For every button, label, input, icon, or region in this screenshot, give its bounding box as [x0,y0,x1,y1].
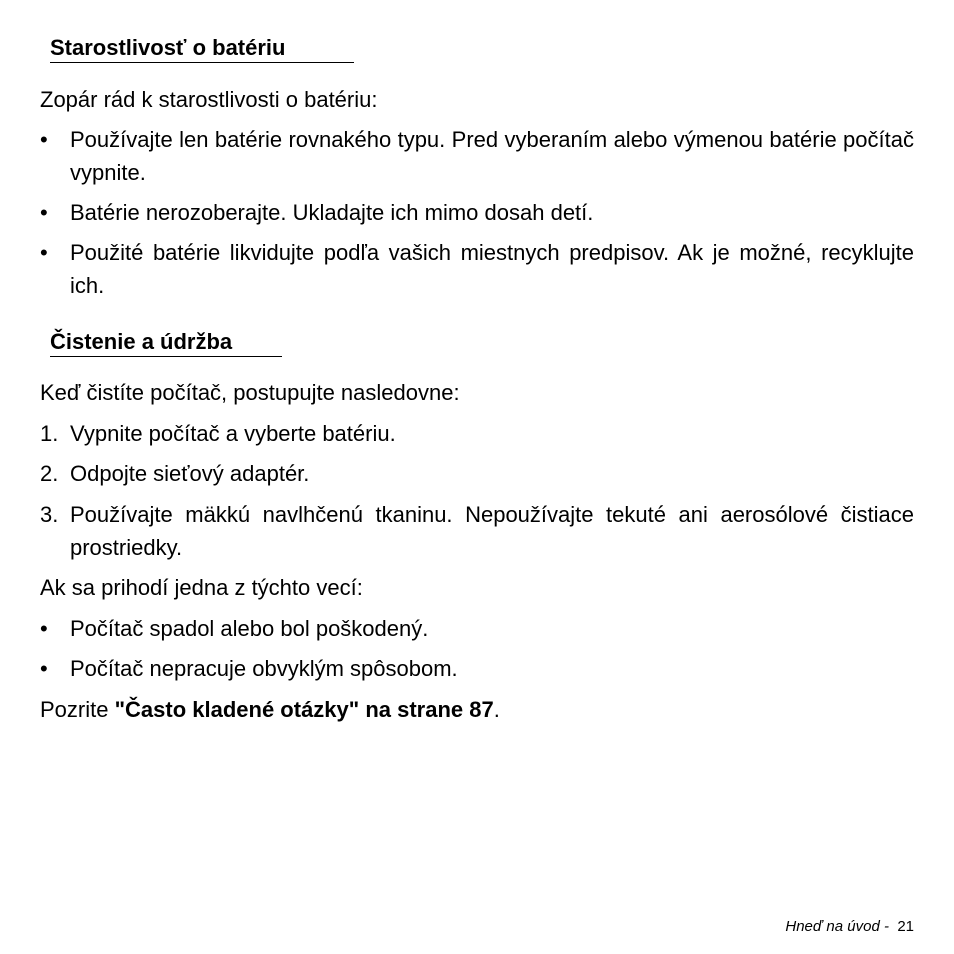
see-also-line [40,693,914,726]
list-item-text: Počítač spadol alebo bol poškodený. [70,616,429,641]
see-also-suffix: . [493,697,500,722]
step-number: 3. [40,502,59,527]
bullet-icon: • [40,200,48,225]
list-item [40,196,914,229]
list-item [40,236,914,302]
cleaning-intro: Keď čistíte počítač, postupujte nasledovne: [40,380,460,405]
see-also-prefix: Pozrite [40,697,115,722]
heading-underline [50,356,282,357]
bullet-icon: • [40,616,48,641]
section-heading-battery-care: Starostlivosť o batériu [50,35,286,60]
bullet-icon: • [40,240,48,265]
list-item [40,612,914,645]
step-text: Používajte mäkkú navlhčenú tkaninu. Nepoužívajte tekuté ani aerosólové čistiace prostriedky. [70,502,914,560]
list-item-text: Použité batérie likvidujte podľa vašich miestnych predpisov. Ak je možné, recyklujte ich. [70,240,914,298]
battery-intro: Zopár rád k starostlivosti o batériu: [40,87,378,112]
page-number: 21 [897,918,914,935]
list-item-text: Batérie nerozoberajte. Ukladajte ich mimo dosah detí. [70,200,594,225]
heading-underline [50,62,354,63]
numbered-item [40,457,914,490]
list-item [40,123,914,189]
bullet-icon: • [40,127,48,152]
numbered-item [40,417,914,450]
step-text: Vypnite počítač a vyberte batériu. [70,421,396,446]
step-number: 1. [40,421,59,446]
section-heading-cleaning: Čistenie a údržba [50,329,233,354]
numbered-item [40,498,914,564]
bullet-icon: • [40,656,48,681]
list-item [40,652,914,685]
footer-section-title: Hneď na úvod - [785,918,889,935]
step-text: Odpojte sieťový adaptér. [70,461,310,486]
list-item-text: Používajte len batérie rovnakého typu. Pred vyberaním alebo výmenou batérie počítač vypnite. [70,127,914,185]
step-number: 2. [40,461,59,486]
list-item-text: Počítač nepracuje obvyklým spôsobom. [70,656,458,681]
page-footer [785,917,914,937]
if-intro: Ak sa prihodí jedna z týchto vecí: [40,575,363,600]
cross-reference-link[interactable]: "Často kladené otázky" na strane 87 [114,697,494,722]
